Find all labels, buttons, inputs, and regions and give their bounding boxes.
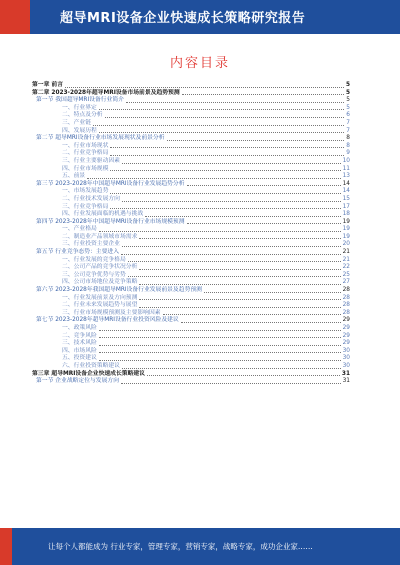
toc-entry[interactable] — [32, 264, 350, 272]
toc-dot-leader — [99, 230, 341, 232]
toc-entry-label: 三、公司竞争优势与劣势 — [62, 271, 126, 278]
table-of-contents — [32, 82, 350, 386]
toc-entry-page: 29 — [342, 340, 350, 347]
toc-entry-page: 28 — [342, 287, 350, 294]
toc-heading: 内容目录 — [169, 56, 230, 71]
toc-dot-leader — [110, 154, 344, 156]
toc-entry-page: 28 — [342, 294, 350, 301]
toc-entry[interactable] — [32, 204, 350, 212]
toc-entry-label: 二、行业技术发展方向 — [62, 195, 120, 202]
toc-entry[interactable] — [32, 120, 350, 128]
toc-dot-leader — [99, 344, 341, 346]
toc-dot-leader — [139, 268, 340, 270]
toc-entry[interactable] — [32, 302, 350, 310]
toc-dot-leader — [182, 93, 344, 95]
toc-entry[interactable] — [32, 249, 350, 257]
toc-entry[interactable] — [32, 325, 350, 333]
toc-entry[interactable] — [32, 166, 350, 174]
toc-entry-page: 11 — [342, 165, 350, 172]
toc-dot-leader — [65, 86, 344, 88]
toc-dot-leader — [87, 177, 340, 179]
toc-dot-leader — [139, 237, 340, 239]
toc-entry-label: 二、公司产品的竞争状况分析 — [62, 264, 138, 271]
toc-entry-label: 四、公司市场地位及竞争策略 — [62, 279, 138, 286]
toc-entry-label: 三、产业链 — [62, 119, 91, 126]
toc-entry-label: 五、投资建议 — [62, 355, 97, 362]
toc-dot-leader — [187, 184, 341, 186]
toc-dot-leader — [99, 108, 345, 110]
toc-entry-page: 13 — [342, 173, 350, 180]
footer-accent — [0, 528, 12, 565]
toc-entry-label: 第一节 企业战略定位与发展方向 — [36, 378, 119, 385]
toc-dot-leader — [147, 374, 340, 376]
toc-entry-label: 二、特点及分析 — [62, 112, 103, 119]
toc-entry-page: 14 — [342, 188, 350, 195]
toc-entry-label: 三、行业主要驱动因素 — [62, 157, 120, 164]
toc-dot-leader — [110, 192, 340, 194]
toc-entry-page: 19 — [342, 218, 350, 225]
toc-dot-leader — [122, 245, 341, 247]
toc-entry-page: 28 — [342, 302, 350, 309]
toc-entry-page: 8 — [346, 135, 350, 142]
toc-entry-label: 第四节 2023-2028年中国超导MRI设备行业市场规模预测 — [36, 218, 185, 225]
toc-entry-page: 30 — [342, 355, 350, 362]
banner-accent — [0, 0, 30, 34]
toc-entry[interactable] — [32, 188, 350, 196]
toc-entry-page: 31 — [341, 370, 350, 377]
toc-entry-label: 四、发展历程 — [62, 127, 97, 134]
report-title: 超导MRI设备企业快速成长策略研究报告 — [60, 11, 306, 26]
toc-entry-page: 29 — [342, 332, 350, 339]
toc-dot-leader — [181, 321, 341, 323]
toc-dot-leader — [128, 260, 341, 262]
toc-entry-label: 二、竞争风险 — [62, 332, 97, 339]
toc-dot-leader — [204, 291, 341, 293]
toc-entry[interactable] — [32, 287, 350, 295]
toc-entry-label: 一、市场发展趋势 — [62, 188, 109, 195]
toc-entry-label: 第二章 2023-2028年超导MRI设备市场前景及趋势预测 — [32, 89, 180, 96]
toc-entry-page: 17 — [342, 203, 350, 210]
toc-entry[interactable] — [32, 241, 350, 249]
toc-entry-label: 第六节 2023-2028年我国超导MRI设备行业发展前景及趋势预测 — [36, 287, 202, 294]
toc-dot-leader — [99, 131, 345, 133]
toc-entry-page: 5 — [346, 97, 350, 104]
toc-entry-page: 7 — [346, 127, 350, 134]
toc-entry-page: 7 — [346, 119, 350, 126]
toc-entry-label: 一、行业市场现状 — [62, 142, 109, 149]
toc-entry-label: 一、政策风险 — [62, 325, 97, 331]
toc-entry-page: 19 — [342, 226, 350, 233]
toc-entry[interactable] — [32, 135, 350, 143]
toc-dot-leader — [122, 162, 341, 164]
toc-dot-leader — [99, 329, 341, 331]
toc-entry-page: 20 — [342, 241, 350, 248]
toc-dot-leader — [139, 306, 340, 308]
toc-entry-label: 三、行业竞争格局 — [62, 203, 109, 210]
toc-dot-leader — [139, 298, 340, 300]
toc-entry-label: 四、行业市场规模 — [62, 165, 109, 172]
toc-dot-leader — [93, 124, 344, 126]
toc-entry-label: 一、行业发展前景及方向预测 — [62, 294, 138, 301]
toc-entry[interactable] — [32, 340, 350, 348]
toc-dot-leader — [110, 207, 340, 209]
toc-entry-page: 10 — [342, 157, 350, 164]
toc-entry-label: 第三章 超导MRI设备企业快速成长策略建议 — [32, 370, 145, 377]
toc-entry-label: 二、行业竞争格局 — [62, 150, 109, 157]
toc-dot-leader — [163, 313, 341, 315]
toc-entry-page: 18 — [342, 211, 350, 218]
toc-entry-label: 五、前景 — [62, 173, 86, 180]
toc-entry-page: 19 — [342, 233, 350, 240]
header-banner — [0, 0, 400, 34]
toc-dot-leader — [187, 222, 341, 224]
toc-entry-label: 二、制造业产品领域市场需求 — [62, 233, 138, 240]
toc-entry-page: 29 — [342, 317, 350, 324]
footer-banner — [0, 528, 400, 565]
toc-entry-page: 8 — [346, 142, 350, 149]
toc-entry-page: 30 — [342, 362, 350, 369]
toc-entry[interactable] — [32, 363, 350, 371]
toc-dot-leader — [105, 116, 345, 118]
toc-dot-leader — [99, 359, 341, 361]
toc-entry-page: 6 — [346, 112, 350, 119]
toc-entry-page: 21 — [342, 256, 350, 263]
toc-entry-page: 31 — [342, 378, 350, 385]
toc-entry-page: 5 — [346, 104, 350, 111]
toc-entry-page: 28 — [342, 309, 350, 316]
toc-entry-page: 27 — [342, 279, 350, 286]
toc-entry-label: 三、行业投资主要企业 — [62, 241, 120, 248]
toc-dot-leader — [121, 253, 341, 255]
toc-dot-leader — [99, 351, 341, 353]
toc-entry-label: 第七节 2023-2028年超导MRI设备行业投资风险及建议 — [36, 317, 179, 324]
toc-entry-label: 一、行业界定 — [62, 104, 97, 111]
toc-dot-leader — [139, 283, 340, 285]
toc-entry-page: 9 — [346, 150, 350, 157]
toc-entry-label: 第五节 行业竞争态势：主要进入 — [36, 249, 119, 256]
toc-dot-leader — [110, 169, 340, 171]
toc-dot-leader — [167, 139, 345, 141]
toc-entry[interactable] — [32, 279, 350, 287]
toc-entry-page: 5 — [345, 89, 350, 96]
toc-entry-label: 一、产业格局 — [62, 226, 97, 233]
toc-entry-label: 六、行业投资策略建议 — [62, 362, 120, 369]
toc-entry-label: 三、行业市场规模预测及主要影响因素 — [62, 309, 161, 316]
toc-entry[interactable] — [32, 173, 350, 181]
toc-entry-page: 22 — [342, 264, 350, 271]
footer-slogan: 让每个人都能成为 行业专家，管理专家，营销专家，战略专家，成功企业家…… — [48, 542, 313, 551]
toc-entry-page: 14 — [342, 180, 350, 187]
toc-entry[interactable] — [32, 97, 350, 105]
toc-entry-page: 5 — [345, 82, 350, 88]
toc-entry[interactable] — [32, 82, 350, 90]
toc-dot-leader — [99, 336, 341, 338]
toc-entry[interactable] — [32, 158, 350, 166]
toc-entry-label: 四、行业发展面临的机遇与挑战 — [62, 211, 144, 218]
toc-entry[interactable] — [32, 196, 350, 204]
toc-dot-leader — [122, 200, 341, 202]
toc-entry-page: 25 — [342, 271, 350, 278]
toc-entry[interactable] — [32, 211, 350, 219]
toc-dot-leader — [145, 215, 340, 217]
toc-dot-leader — [121, 382, 341, 384]
toc-dot-leader — [110, 146, 344, 148]
toc-entry-label: 第二节 超导MRI设备行业市场发展现状及前景分析 — [36, 135, 165, 142]
toc-entry-page: 30 — [342, 347, 350, 354]
toc-entry-label: 二、行业未来发展趋势与展望 — [62, 302, 138, 309]
toc-entry-label: 三、技术风险 — [62, 340, 97, 347]
toc-entry[interactable] — [32, 112, 350, 120]
toc-entry-page: 15 — [342, 195, 350, 202]
toc-entry-label: 第一章 前言 — [32, 82, 64, 88]
toc-entry-label: 第三节 2023-2028年中国超导MRI设备行业发展趋势分析 — [36, 180, 185, 187]
toc-dot-leader — [122, 367, 341, 369]
toc-entry[interactable] — [32, 317, 350, 325]
toc-entry-page: 29 — [342, 325, 350, 331]
toc-entry-label: 四、市场风险 — [62, 347, 97, 354]
toc-entry[interactable] — [32, 226, 350, 234]
toc-entry[interactable] — [32, 378, 350, 386]
toc-entry-page: 21 — [342, 249, 350, 256]
toc-dot-leader — [126, 101, 344, 103]
toc-entry-label: 第一节 我国超导MRI设备行业简介 — [36, 97, 124, 104]
toc-dot-leader — [128, 275, 341, 277]
toc-entry[interactable] — [32, 355, 350, 363]
toc-entry[interactable] — [32, 150, 350, 158]
toc-entry-label: 一、行业发展的竞争格局 — [62, 256, 126, 263]
